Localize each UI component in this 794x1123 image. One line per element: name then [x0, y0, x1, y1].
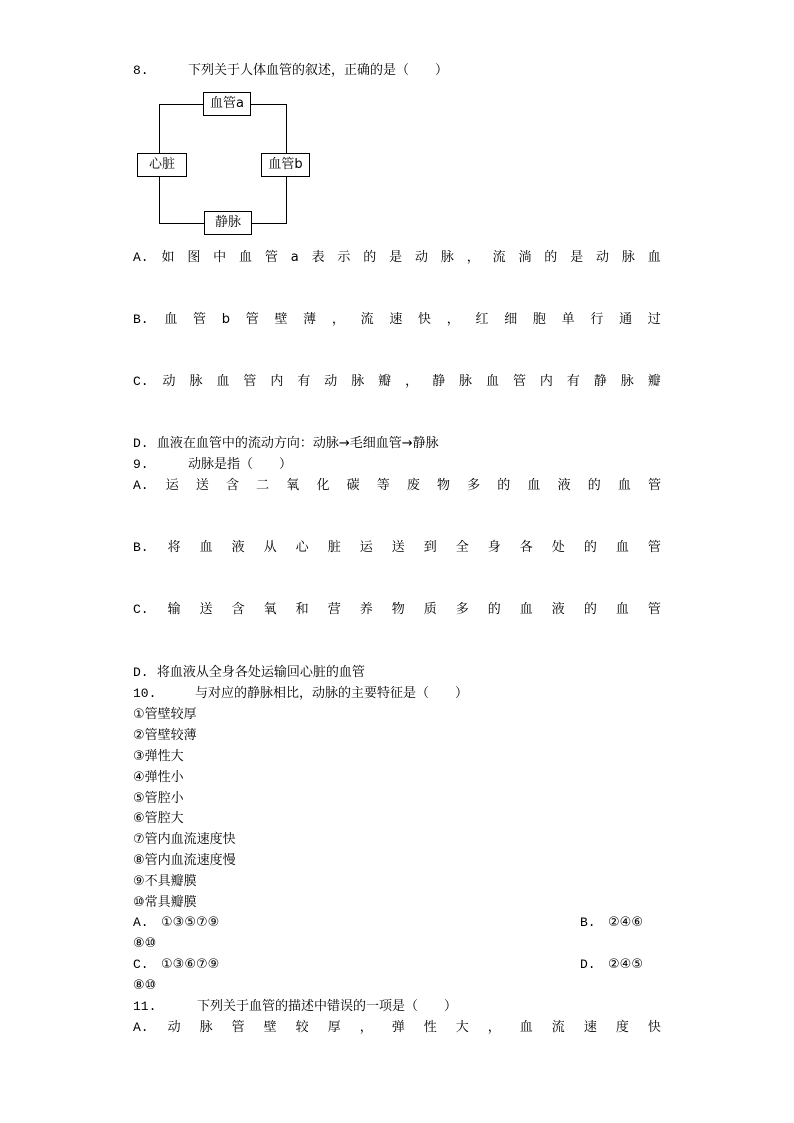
option-char: 血: [216, 374, 230, 389]
q10-item: ④弹性小: [133, 770, 184, 785]
option-char: 淌: [518, 250, 532, 265]
q10-option-a[interactable]: A. ①③⑤⑦⑨: [133, 915, 220, 930]
option-char: 管: [647, 602, 661, 617]
q10-item: ⑦管内血流速度快: [133, 832, 236, 847]
option-char: ，: [359, 1020, 373, 1035]
option-char: 脏: [327, 540, 341, 555]
diagram-box-vessel-a: 血管a: [203, 92, 251, 116]
option-char: 红: [475, 312, 489, 327]
q10-option-d-continued: ⑧⑩: [133, 978, 157, 993]
option-char: 快: [418, 312, 432, 327]
option-char: 等: [376, 478, 390, 493]
option-char: 管: [512, 374, 526, 389]
q9-option-c[interactable]: [133, 601, 661, 619]
q10-stem: 与对应的静脉相比，动脉的主要特征是（ ）: [195, 686, 469, 701]
q10-item: ⑩常具瓣膜: [133, 895, 197, 910]
option-char: 含: [231, 602, 245, 617]
option-char: 内: [539, 374, 553, 389]
option-char: 从: [263, 540, 277, 555]
option-char: 快: [647, 1020, 661, 1035]
option-char: 多: [455, 602, 469, 617]
option-char: 胞: [532, 312, 546, 327]
option-char: 将: [167, 540, 181, 555]
diagram-box-vessel-b: 血管b: [261, 153, 310, 177]
option-char: 动: [167, 1020, 181, 1035]
option-char: 脉: [440, 250, 454, 265]
option-char: 脉: [621, 250, 635, 265]
option-char: 心: [295, 540, 309, 555]
option-char: 瓣: [647, 374, 661, 389]
q9-option-b[interactable]: [133, 539, 661, 557]
q10-option-d[interactable]: D. ②④⑤: [580, 957, 643, 972]
diagram-box-heart: 心脏: [137, 153, 187, 177]
option-char: 血: [239, 250, 253, 265]
option-char: 血: [527, 478, 541, 493]
q8-stem: 下列关于人体血管的叙述，正确的是（ ）: [188, 63, 449, 78]
option-char: 内: [270, 374, 284, 389]
option-char: 脉: [459, 374, 473, 389]
option-char: 血: [519, 602, 533, 617]
option-char: 脉: [189, 374, 203, 389]
option-char: 身: [487, 540, 501, 555]
option-char: 有: [297, 374, 311, 389]
option-char: 流: [492, 250, 506, 265]
option-char: 血: [485, 374, 499, 389]
option-char: 动: [596, 250, 610, 265]
option-char: 厚: [327, 1020, 341, 1035]
option-label: B.: [133, 540, 149, 555]
q10-item: ⑥管腔大: [133, 811, 184, 826]
option-char: 管: [193, 312, 207, 327]
option-char: 动: [162, 374, 176, 389]
option-char: 送: [199, 602, 213, 617]
q8-number: 8.: [133, 63, 149, 78]
option-char: 液: [557, 478, 571, 493]
option-char: 各: [519, 540, 533, 555]
option-char: 含: [226, 478, 240, 493]
option-char: 脉: [199, 1020, 213, 1035]
option-char: 静: [593, 374, 607, 389]
q8-option-a[interactable]: [133, 249, 661, 267]
option-char: 薄: [303, 312, 317, 327]
option-char: 氧: [286, 478, 300, 493]
option-char: 物: [391, 602, 405, 617]
option-char: 处: [551, 540, 565, 555]
option-char: 废: [406, 478, 420, 493]
option-char: 大: [455, 1020, 469, 1035]
option-label: D.: [133, 436, 149, 451]
option-char: b: [221, 312, 231, 327]
option-char: 液: [231, 540, 245, 555]
option-char: 有: [566, 374, 580, 389]
q9-number: 9.: [133, 457, 149, 472]
option-char: 行: [590, 312, 604, 327]
option-char: 血: [199, 540, 213, 555]
q8-option-c[interactable]: [133, 373, 661, 391]
q10-option-c[interactable]: C. ①③⑥⑦⑨: [133, 957, 220, 972]
option-text: 血液在血管中的流动方向：动脉→毛细血管→静脉: [156, 436, 439, 451]
option-label: A.: [133, 250, 149, 265]
option-label: C.: [133, 374, 149, 389]
option-char: 多: [467, 478, 481, 493]
option-char: 管: [231, 1020, 245, 1035]
option-char: 动: [415, 250, 429, 265]
option-char: 送: [391, 540, 405, 555]
option-char: 营: [327, 602, 341, 617]
option-char: 较: [295, 1020, 309, 1035]
option-char: 氧: [263, 602, 277, 617]
option-char: 的: [363, 250, 377, 265]
option-char: 的: [583, 540, 597, 555]
option-char: 养: [359, 602, 373, 617]
option-char: ，: [331, 312, 345, 327]
option-char: 流: [360, 312, 374, 327]
option-char: 送: [195, 478, 209, 493]
option-char: 的: [583, 602, 597, 617]
option-char: 血: [615, 540, 629, 555]
q9-stem: 动脉是指（ ）: [188, 457, 293, 472]
option-char: 静: [432, 374, 446, 389]
q10-item: ①管壁较厚: [133, 707, 197, 722]
q10-option-b-continued: ⑧⑩: [133, 936, 157, 951]
option-char: 中: [213, 250, 227, 265]
option-char: 管: [647, 478, 661, 493]
option-char: 如: [161, 250, 175, 265]
option-char: 化: [316, 478, 330, 493]
option-char: 度: [615, 1020, 629, 1035]
q11-number: 11.: [133, 999, 157, 1014]
option-char: 性: [423, 1020, 437, 1035]
option-char: 速: [583, 1020, 597, 1035]
option-char: 流: [551, 1020, 565, 1035]
option-char: 的: [487, 602, 501, 617]
q8-option-d[interactable]: [133, 435, 439, 453]
option-char: 血: [615, 602, 629, 617]
q10-number: 10.: [133, 686, 157, 701]
q11-option-a[interactable]: [133, 1019, 661, 1037]
option-char: 过: [647, 312, 661, 327]
q9-option-d[interactable]: [133, 664, 365, 682]
option-char: 是: [570, 250, 584, 265]
option-char: 壁: [274, 312, 288, 327]
option-label: B.: [133, 312, 149, 327]
option-char: 的: [587, 478, 601, 493]
option-char: 管: [243, 374, 257, 389]
q10-item: ⑤管腔小: [133, 791, 184, 806]
q10-option-b[interactable]: B. ②④⑥: [580, 915, 643, 930]
option-text: 将血液从全身各处运输回心脏的血管: [156, 665, 365, 680]
option-char: 脉: [351, 374, 365, 389]
q10-item: ⑨不具瓣膜: [133, 874, 197, 889]
q9-option-a[interactable]: [133, 477, 661, 495]
option-label: C.: [133, 602, 149, 617]
option-char: 碳: [346, 478, 360, 493]
option-char: 物: [437, 478, 451, 493]
option-char: 到: [423, 540, 437, 555]
diagram-box-vein: 静脉: [204, 211, 252, 235]
option-char: 管: [264, 250, 278, 265]
option-label: A.: [133, 478, 149, 493]
option-char: 液: [551, 602, 565, 617]
option-char: a: [290, 250, 299, 265]
option-char: 表: [311, 250, 325, 265]
option-char: 血: [617, 478, 631, 493]
option-label: D.: [133, 665, 149, 680]
option-char: 细: [504, 312, 518, 327]
option-char: 血: [647, 250, 661, 265]
option-char: 通: [619, 312, 633, 327]
q11-stem: 下列关于血管的描述中错误的一项是（ ）: [197, 999, 458, 1014]
option-char: 二: [256, 478, 270, 493]
option-char: 运: [165, 478, 179, 493]
option-char: ，: [446, 312, 460, 327]
option-char: ，: [405, 374, 419, 389]
option-char: 全: [455, 540, 469, 555]
option-char: 输: [167, 602, 181, 617]
q10-item: ③弹性大: [133, 749, 184, 764]
option-char: 弹: [391, 1020, 405, 1035]
option-char: 壁: [263, 1020, 277, 1035]
q10-item: ⑧管内血流速度慢: [133, 853, 236, 868]
option-char: 速: [389, 312, 403, 327]
option-char: 管: [647, 540, 661, 555]
q10-item: ②管壁较薄: [133, 728, 197, 743]
option-char: 血: [519, 1020, 533, 1035]
option-char: 瓣: [378, 374, 392, 389]
option-char: 图: [187, 250, 201, 265]
option-char: ，: [487, 1020, 501, 1035]
option-label: A.: [133, 1020, 149, 1035]
option-char: 管: [245, 312, 259, 327]
option-char: 是: [389, 250, 403, 265]
q8-option-b[interactable]: [133, 311, 661, 329]
option-char: 的: [544, 250, 558, 265]
option-char: 动: [324, 374, 338, 389]
option-char: 质: [423, 602, 437, 617]
option-char: 脉: [620, 374, 634, 389]
option-char: 的: [497, 478, 511, 493]
option-char: 血: [164, 312, 178, 327]
option-char: 运: [359, 540, 373, 555]
option-char: ，: [466, 250, 480, 265]
option-char: 单: [561, 312, 575, 327]
option-char: 和: [295, 602, 309, 617]
option-char: 示: [337, 250, 351, 265]
